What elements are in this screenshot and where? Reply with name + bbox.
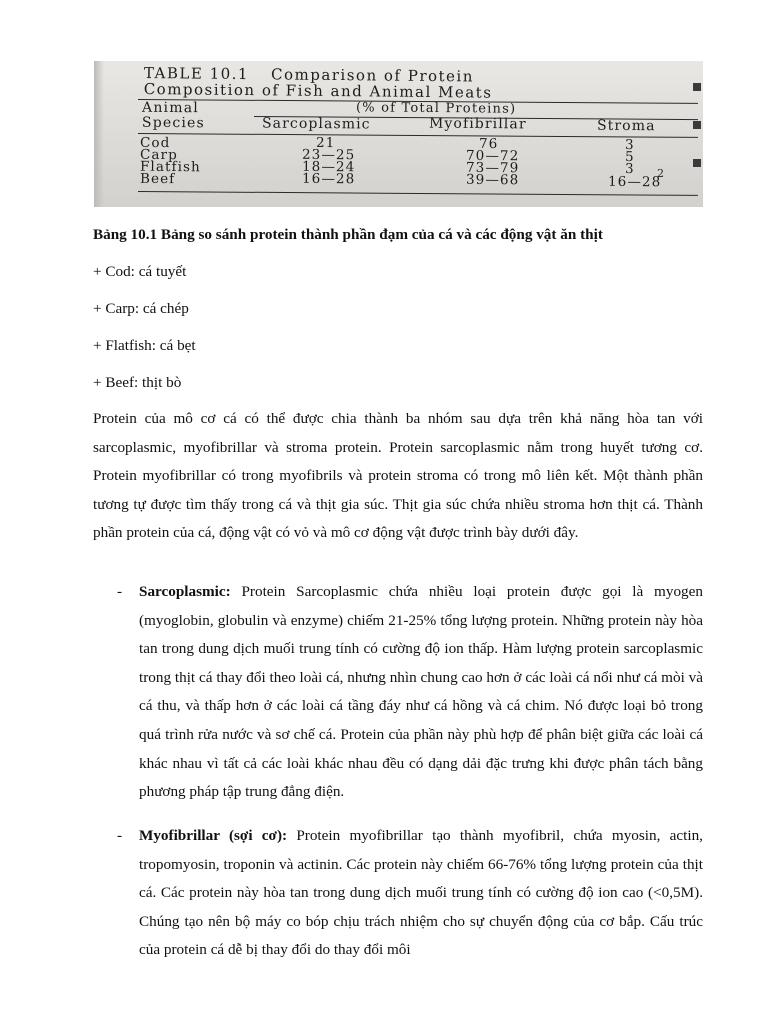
scan-group-header: (% of Total Proteins) bbox=[355, 100, 517, 117]
scan-row-myofibrillar: 76 bbox=[478, 135, 499, 153]
scan-row-myofibrillar: 73—79 bbox=[465, 159, 520, 177]
bullet-text: Protein Sarcoplasmic chứa nhiều loại protein được gọi là myogen (myoglobin, globulin và enzyme) chiếm 21-25% tổng lượng protein. Những protein này hòa tan trong dung dịch muối trung tính có cường độ ion thấp. Hàm lượng protein sarcoplasmic trong thịt cá thay đổi theo loài cá, nhưng nhìn chung cao hơn ở các loài cá nổi như cá mòi và cá thu, và thấp hơn ở các loài cá tầng đáy như cá hồng và cá chim. Nó được loại bỏ trong quá trình rửa nước và sơ chế cá. Protein của phần này phù hợp để phân biệt giữa các loài cá khác nhau vì tất cả các loài khác nhau đều có dạng dải đặc trưng khi được phân tách bằng phương pháp tập trung đẳng điện. bbox=[139, 583, 703, 801]
scanned-table-image bbox=[94, 61, 703, 207]
scan-animal-header bbox=[142, 101, 205, 132]
bullet-myofibrillar bbox=[139, 822, 703, 965]
scan-table-label: TABLE 10.1 bbox=[143, 64, 250, 84]
scan-row-sarcoplasmic: 21 bbox=[315, 134, 336, 152]
bullet-dash: - bbox=[117, 827, 123, 844]
scan-col-stroma: Stroma bbox=[596, 117, 656, 135]
scan-row-stroma: 5 bbox=[624, 148, 635, 166]
table-caption: Bảng 10.1 Bảng so sánh protein thành phần đạm của cá và các động vật ăn thịt bbox=[93, 226, 603, 243]
bullet-term: Myofibrillar (sợi cơ): bbox=[139, 827, 288, 844]
scan-margin-mark bbox=[693, 159, 701, 167]
scan-shadow bbox=[94, 61, 104, 207]
scan-title-line1: Comparison of Protein bbox=[270, 65, 475, 86]
scan-col-sarcoplasmic: Sarcoplasmic bbox=[261, 115, 371, 133]
scan-animal-header-2: Species bbox=[141, 114, 206, 132]
scan-table-title bbox=[144, 65, 664, 102]
scan-row-sarcoplasmic: 16—28 bbox=[301, 170, 356, 188]
scan-margin-mark bbox=[693, 121, 701, 129]
scan-row-species: Cod bbox=[139, 134, 171, 152]
intro-paragraph: Protein của mô cơ cá có thể được chia thành ba nhóm sau dựa trên khả năng hòa tan với sarcoplasmic, myofibrillar và stroma protein. Protein sarcoplasmic nằm trong huyết tương cơ. Protein myofibrillar có trong myofibrils và protein stroma có trong mô liên kết. Một thành phần tương tự được tìm thấy trong cá và thịt gia súc. Thịt gia súc chứa nhiều stroma hơn thịt cá. Thành phần protein của cá, động vật có vỏ và mô cơ động vật được trình bày dưới đây. bbox=[93, 410, 703, 542]
scan-title-line2: Composition of Fish and Animal Meats bbox=[143, 79, 493, 102]
scan-margin-mark bbox=[693, 83, 701, 91]
scan-col-myofibrillar: Myofibrillar bbox=[428, 115, 527, 133]
glossary-item: + Flatfish: cá bẹt bbox=[93, 337, 196, 354]
scan-row-species: Carp bbox=[139, 146, 178, 164]
glossary-item: + Carp: cá chép bbox=[93, 300, 189, 317]
scan-row-sarcoplasmic: 23—25 bbox=[301, 146, 356, 164]
scan-rule-bottom bbox=[138, 191, 698, 196]
scan-row-stroma: 3 bbox=[624, 160, 635, 178]
scan-stray-mark: 2 bbox=[656, 166, 666, 181]
bullet-dash: - bbox=[117, 583, 123, 600]
scan-row-species: Beef bbox=[139, 170, 176, 188]
scan-row-sarcoplasmic: 18—24 bbox=[301, 158, 356, 176]
bullet-text: Protein myofibrillar tạo thành myofibril, chứa myosin, actin, tropomyosin, troponin và actinin. Các protein này chiếm 66-76% tổng lượng protein của thịt cá. Các protein này hòa tan trong dung dịch muối trung tính có cường độ ion cao (<0,5M). Chúng tạo nên bộ máy co bóp chịu trách nhiệm cho sự chuyển động của cơ bắp. Cấu trúc của protein cá dễ bị thay đổi do thay đổi môi bbox=[139, 827, 703, 959]
scan-row-myofibrillar: 70—72 bbox=[465, 147, 520, 165]
glossary-item: + Cod: cá tuyết bbox=[93, 263, 187, 280]
scan-animal-header-1: Animal bbox=[142, 99, 200, 117]
scan-row-myofibrillar: 39—68 bbox=[465, 171, 520, 189]
scan-row-species: Flatfish bbox=[139, 158, 201, 176]
bullet-sarcoplasmic bbox=[139, 578, 703, 807]
scan-row-stroma: 3 bbox=[624, 136, 635, 154]
glossary-item: + Beef: thịt bò bbox=[93, 374, 182, 391]
bullet-term: Sarcoplasmic: bbox=[139, 583, 231, 600]
scan-row-stroma: 16—28 bbox=[607, 173, 662, 191]
